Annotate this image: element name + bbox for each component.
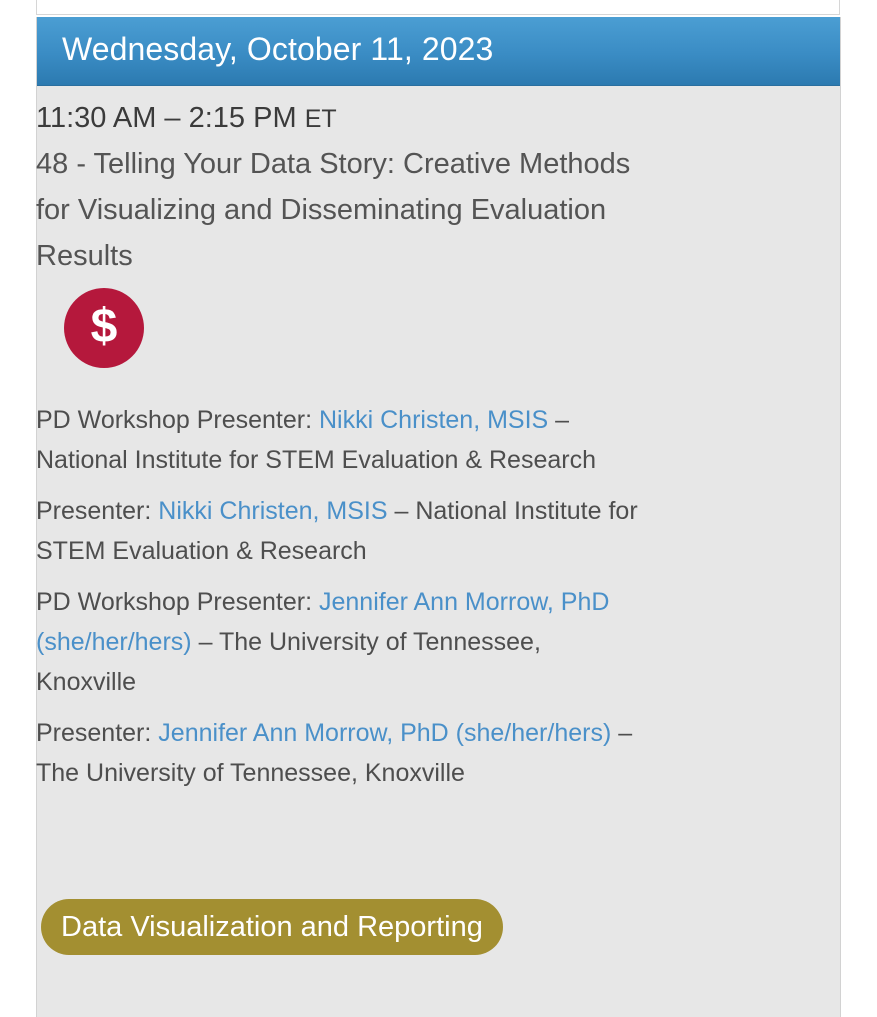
presenter-affiliation: – National Institute for STEM Evaluation & Research xyxy=(36,497,638,565)
presenter-role: PD Workshop Presenter: xyxy=(36,406,313,434)
presenter-role: Presenter: xyxy=(36,719,152,747)
presenter-affiliation: – The University of Tennessee, Knoxville xyxy=(36,628,541,696)
session-time xyxy=(36,98,656,139)
dollar-icon-glyph: $ xyxy=(90,300,118,353)
presenter-name-link[interactable]: Jennifer Ann Morrow, PhD (she/her/hers) xyxy=(158,719,612,747)
presenter-entry xyxy=(36,400,646,480)
presenter-name-link[interactable]: Nikki Christen, MSIS xyxy=(319,406,549,434)
presenter-name-link[interactable]: Nikki Christen, MSIS xyxy=(158,497,388,525)
time-range: 11:30 AM – 2:15 PM xyxy=(36,102,297,134)
presenter-entry xyxy=(36,713,646,793)
presenter-role: Presenter: xyxy=(36,497,152,525)
date-heading: Wednesday, October 11, 2023 xyxy=(62,31,494,67)
presenter-affiliation: – National Institute for STEM Evaluation & Research xyxy=(36,406,596,474)
topic-tag[interactable]: Data Visualization and Reporting xyxy=(41,899,503,955)
session-info xyxy=(36,98,656,279)
presenter-name-link[interactable]: Jennifer Ann Morrow, PhD (she/her/hers) xyxy=(36,588,610,656)
presenter-list xyxy=(36,400,646,804)
presenter-entry xyxy=(36,491,646,571)
presenter-role: PD Workshop Presenter: xyxy=(36,588,313,616)
date-header xyxy=(37,17,840,86)
timezone: ET xyxy=(304,105,337,133)
presenter-entry xyxy=(36,582,646,702)
previous-card-edge xyxy=(36,0,840,15)
dollar-icon xyxy=(64,288,144,368)
presenter-affiliation: – The University of Tennessee, Knoxville xyxy=(36,719,633,787)
session-title: 48 - Telling Your Data Story: Creative Methods for Visualizing and Disseminating Evaluation Results xyxy=(36,148,631,272)
